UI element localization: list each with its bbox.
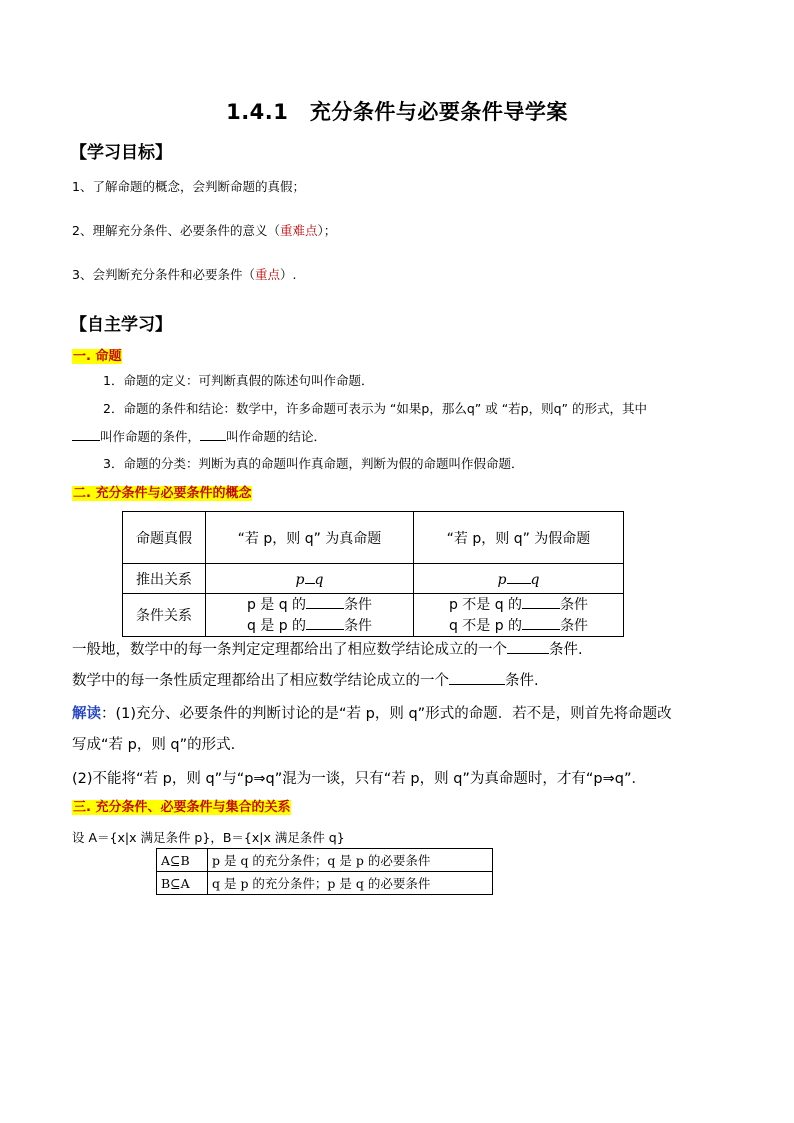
blank [507,639,549,654]
blank [522,615,560,630]
goals-heading: 【学习目标】 [70,143,172,163]
goal-item-2-text: 2、理解充分条件、必要条件的意义（ [72,223,280,238]
section-2-title [72,482,252,501]
table-cell [414,594,624,637]
interpretation-label: 解读 [72,706,101,722]
general-text-suffix: 条件. [505,673,539,689]
p-symbol: p [295,572,305,588]
goal-item-3 [72,265,296,283]
table-cell: A⊆B [157,849,208,872]
table-line [206,594,413,615]
section-1-title-text: 一. 命题 [73,349,122,364]
table-text: 条件 [560,597,589,613]
section-3-title [72,796,291,815]
q-symbol: q [314,572,324,588]
page-title: 1.4.1 充分条件与必要条件导学案 [226,100,568,124]
goal-item-1: 1、了解命题的概念，会判断命题的真假； [72,179,305,194]
table-text: p 不是 q 的 [448,597,523,613]
interpretation-line-1 [72,702,672,723]
table-cell: p 是 q 的充分条件；q 是 p 的必要条件 [208,849,493,872]
self-study-heading: 【自主学习】 [70,315,172,335]
goal-item-3-emphasis: 重点 [254,267,280,282]
interpretation-line-3: (2)不能将“若 p，则 q”与“p⇒q”混为一谈，只有“若 p，则 q”为真命题时，才有“p⇒q”． [72,771,647,787]
table-cell: q 是 p 的充分条件；p 是 q 的必要条件 [208,872,493,895]
condition-text-b: 叫作命题的结论． [226,429,327,444]
general-statement-2 [72,669,539,690]
set-definition: 设 A＝{x|x 满足条件 p}，B＝{x|x 满足条件 q} [72,830,345,845]
table-cell [414,564,624,594]
table-header: “若 p，则 q” 为真命题 [206,512,414,564]
table-cell: B⊆A [157,872,208,895]
general-text-suffix: 条件. [549,642,583,658]
section-1-title [72,345,122,364]
condition-paragraph-cont [72,426,326,445]
q-symbol: q [530,572,540,588]
set-relation-table [156,848,493,895]
blank [507,569,531,584]
goal-item-2-suffix: ）； [317,223,337,238]
table-text: 条件 [344,618,373,634]
blank [200,426,226,441]
condition-table [122,511,624,637]
goal-item-2 [72,221,336,239]
condition-text-a: 叫作命题的条件， [100,429,201,444]
general-statement-1 [72,638,583,659]
goal-item-2-emphasis: 重难点 [279,223,318,238]
section-2-title-text: 二. 充分条件与必要条件的概念 [73,486,252,501]
definition-paragraph: 1．命题的定义：可判断真假的陈述句叫作命题． [103,373,374,388]
section-3-title-text: 三. 充分条件、必要条件与集合的关系 [73,800,291,815]
table-text: 条件 [344,597,373,613]
blank [522,594,560,609]
general-text: 数学中的每一条性质定理都给出了相应数学结论成立的一个 [72,673,449,689]
table-text: p 是 q 的 [246,597,307,613]
table-cell: 推出关系 [123,564,206,594]
table-text: 条件 [560,618,589,634]
table-header: “若 p，则 q” 为假命题 [414,512,624,564]
table-text: q 是 p 的 [246,618,307,634]
blank [306,615,344,630]
condition-paragraph: 2．命题的条件和结论：数学中，许多命题可表示为 “如果p，那么q” 或 “若p，则q” 的形式，其中 [103,401,647,416]
table-cell: 条件关系 [123,594,206,637]
table-text: q 不是 p 的 [448,618,523,634]
blank [449,670,505,685]
table-cell [206,564,414,594]
p-symbol: p [497,572,507,588]
table-line [206,615,413,636]
table-header: 命题真假 [123,512,206,564]
table-line [414,594,623,615]
interpretation-line-2: 写成“若 p，则 q”的形式. [72,737,236,753]
blank [306,594,344,609]
general-text: 一般地，数学中的每一条判定定理都给出了相应数学结论成立的一个 [72,642,507,658]
table-cell [206,594,414,637]
classification-paragraph: 3．命题的分类：判断为真的命题叫作真命题，判断为假的命题叫作假命题． [103,456,524,471]
goal-item-3-suffix: ）. [279,267,297,282]
goal-item-3-text: 3、会判断充分条件和必要条件（ [72,267,255,282]
blank [72,426,100,441]
blank [305,569,315,584]
interpretation-text: ：(1)充分、必要条件的判断讨论的是“若 p，则 q”形式的命题．若不是，则首先将命题改 [101,706,672,722]
table-line [414,615,623,636]
